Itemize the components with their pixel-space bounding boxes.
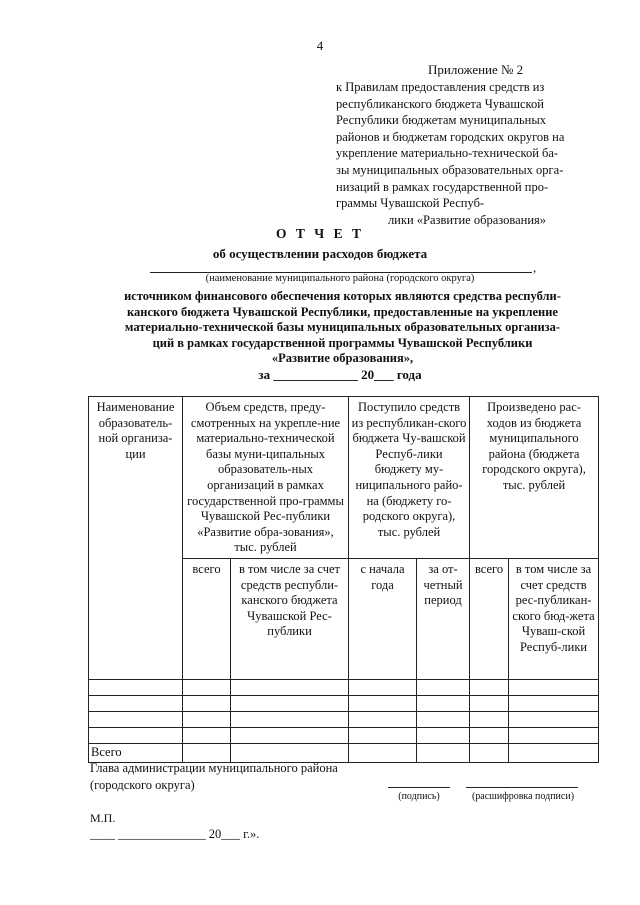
table-cell [183,727,231,743]
table-cell [89,711,183,727]
report-subtitle: об осуществлении расходов бюджета [212,246,428,261]
page-number: 4 [316,38,324,53]
table-row [89,679,599,695]
table-cell [509,695,599,711]
header-spent: Произведено рас-ходов из бюджета муниципального района (бюджета городского округа), тыс. рублей [470,397,599,559]
table-cell [231,711,349,727]
report-body-line: ций в рамках государственной программы Чувашской Республики [152,335,533,350]
report-body-line: источником финансового обеспечения которых являются средства республи- [124,289,561,303]
table-cell [231,727,349,743]
table-row [89,727,599,743]
appendix-line: укрепление материально-технической ба- [336,146,559,161]
table-cell [470,711,509,727]
subheader-from-start: с начала года [349,558,417,679]
name-comma: , [533,260,537,275]
table-cell [89,679,183,695]
table-cell [417,727,470,743]
report-title: О Т Ч Е Т [276,226,364,241]
table-cell [470,743,509,762]
head-line-1: Глава администрации муниципального района [90,761,338,775]
table-cell [231,679,349,695]
appendix-title: Приложение № 2 [428,62,524,77]
table-cell [183,695,231,711]
subheader-total: всего [183,558,231,679]
table-row [89,711,599,727]
table-cell [417,711,470,727]
table-cell [509,679,599,695]
report-body-line: канского бюджета Чувашской Республики, предоставленные на укрепление [127,304,558,319]
table-cell [417,743,470,762]
head-of-administration [90,760,338,794]
table-cell [349,695,417,711]
table-cell [509,711,599,727]
header-received: Поступило средств из республикан-ского бюджета Чу-вашской Респуб-лики бюджету му-ниципального райо-на (бюджету го-родского округа), тыс. рублей [349,397,470,559]
header-org-name: Наименование образователь-ной организа-ции [89,397,183,680]
table-cell [183,711,231,727]
table-cell [470,695,509,711]
table-row [89,695,599,711]
appendix-line: к Правилам предоставления средств из [336,80,545,94]
appendix-line: граммы Чувашской Респуб- [336,196,485,211]
signature-label: (подпись) [398,791,440,802]
table-cell [417,679,470,695]
table-cell [183,679,231,695]
appendix-line: зы муниципальных образовательных орга- [336,162,564,177]
name-caption: (наименование муниципального района (городского округа) [205,273,475,284]
table-cell [349,743,417,762]
table-cell [89,727,183,743]
signature-line [388,787,450,788]
decode-line [466,787,578,788]
subheader-incl-republic-2: в том числе за счет средств рес-публикан-ского бюд-жета Чуваш-ской Респуб-лики [509,558,599,679]
date-line: ____ ______________ 20___ г.». [90,827,260,841]
report-body [95,289,590,367]
stamp-place: М.П. [90,811,116,825]
subheader-for-period: за от-четный период [417,558,470,679]
table-cell [470,679,509,695]
report-period: за _____________ 20___ года [258,367,422,382]
table-cell [349,727,417,743]
report-table [88,396,599,763]
appendix-text [336,79,598,228]
subheader-incl-republic: в том числе за счет средств республи-канского бюджета Чувашской Рес-публики [231,558,349,679]
decode-label: (расшифровка подписи) [471,791,575,802]
header-volume: Объем средств, преду-смотренных на укрепле-ние материально-технической базы муни-ципальных образователь-ных организаций в рамках государственной про-граммы Чувашской Рес-публики «Развитие обра-зования», тыс. рублей [183,397,349,559]
appendix-line: республиканского бюджета Чувашской [336,96,544,111]
report-body-line: «Развитие образования», [271,351,414,366]
appendix-line-last: лики «Развитие образования» [387,212,547,227]
table-header-row [89,397,599,559]
appendix-line: районов и бюджетам городских округов на [336,129,565,144]
subheader-total-2: всего [470,558,509,679]
table-cell [509,743,599,762]
table-cell [417,695,470,711]
head-line-2: (городского округа) [90,778,195,792]
table-cell [349,711,417,727]
report-body-line: материально-технической базы муниципальных образовательных организа- [124,320,561,335]
total-label: Всего [89,743,183,762]
table-cell [509,727,599,743]
table-cell [231,695,349,711]
table-cell [470,727,509,743]
table-cell [349,679,417,695]
appendix-line: Республики бюджетам муниципальных [336,113,547,128]
appendix-line: низаций в рамках государственной про- [336,179,549,194]
table-cell [89,695,183,711]
